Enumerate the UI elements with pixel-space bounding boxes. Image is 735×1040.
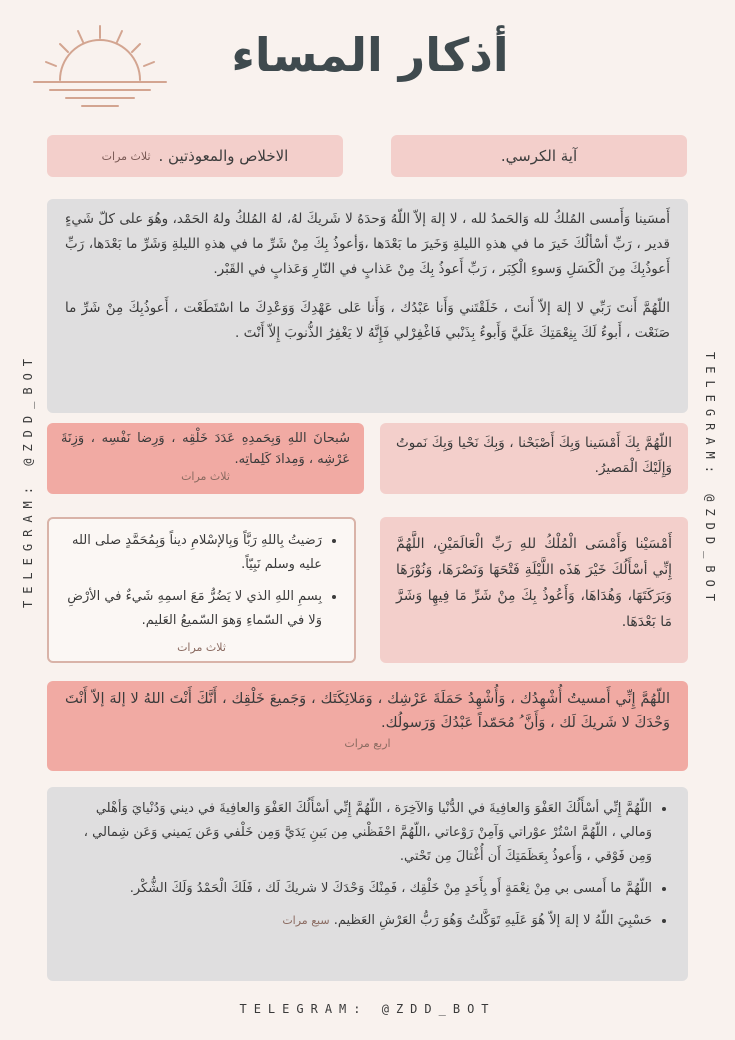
telegram-watermark-right: TELEGRAM: @ZDD_BOT xyxy=(703,351,718,609)
box-afiyah-item: • اللّهُمَّ ما أَمسى بي مِنْ نِعْمَةٍ أَو بِأَحَدٍ مِنْ خَلْقِك ، فَمِنْكَ وَحْدَكَ لا شريكَ لَك ، فَلَكَ الْحَمْدُ وَلَكَ الشُّكْر. xyxy=(65,877,652,901)
box-afiyah-item-text: حَسْبِيَ اللّهُ لا إلهَ إلاّ هُوَ عَلَيهِ تَوَكَّلتُ وَهُوَ رَبُّ العَرْشِ العَظيم. xyxy=(333,913,652,928)
box-subhanallah-count: ثلاث مرات xyxy=(181,470,230,483)
box-amsayna-rabb xyxy=(380,517,688,663)
box-ushhiduk-text: اللّهُمَّ إِنِّي أَمسيتُ أُشْهِدُك ، وَأُشْهِدُ حَمَلَةَ عَرْشِك ، وَمَلائِكَتَك ، وَجَميعَ خَلْقِك ، أَنَّكَ أَنْتَ اللهُ لا إلهَ إلاّ أَنْتَ وَحْدَكَ لا شَريكَ لَك ، وَأَنَّ ُ مُحَمّداً عَبْدُكَ وَرَسولُك. xyxy=(65,691,670,731)
box-afiyah-item xyxy=(65,909,652,933)
sunset-icon xyxy=(30,18,170,110)
pill-ikhlas-muawwidhatayn xyxy=(47,135,343,177)
pill-ayat-kursi xyxy=(391,135,687,177)
box-subhanallah xyxy=(47,423,364,494)
box-raditu xyxy=(47,517,356,663)
box-raditu-list xyxy=(63,529,340,633)
box-raditu-count: ثلاث مرات xyxy=(177,641,226,654)
pill-ayat-kursi-text: آية الكرسي. xyxy=(500,147,578,165)
box-bika-amsayna-text: اللّهُمَّ بِكَ أَمْسَينا وَبِكَ أَصْبَحْنا ، وَبِكَ نَحْيا وَبِكَ نَموتُ وَإِلَيْكَ الْمَصيرُ. xyxy=(396,435,672,476)
main-dhikr-para-2: اللّهُمَّ أَنتَ رَبِّي لا إلهَ إلاّ أَنتَ ، خَلَقْتَني وَأَنا عَبْدُك ، وَأَنا عَلى عَهْدِكَ وَوَعْدِكَ ما اسْتَطَعْت ، أَعوذُبِكَ مِنْ شَرِّ ما صَنَعْت ، أَبوءُ لَكَ بِنِعْمَتِكَ عَلَيَّ وَأَبوءُ بِذَنْبي فَاغْفِرْلي فَإِنَّهُ لا يَغْفِرُ الذُّنوبَ إِلاّ أَنْتَ . xyxy=(65,300,670,341)
box-raditu-item: • رَضيتُ بِاللهِ رَبَّاً وَبِالإسْلامِ ديناً وَبِمُحَمَّدٍ صلى الله عليه وسلم نَبِيّاً. xyxy=(63,529,322,577)
box-subhanallah-text: سُبحانَ اللهِ وَبِحَمدِهِ عَدَدَ خَلْقِه ، وَرِضا نَفْسِه ، وَزِنَةَ عَرْشِه ، وَمِدادَ كَلِماتِه. xyxy=(61,431,350,467)
pill-ikhlas-count: ثلاث مرات xyxy=(101,149,151,163)
box-bika-amsayna xyxy=(380,423,688,494)
page-title: أذكار المساء xyxy=(231,28,509,82)
main-dhikr-block xyxy=(47,199,688,413)
telegram-watermark-left: TELEGRAM: @ZDD_BOT xyxy=(21,351,36,609)
box-ushhiduk-count: اربع مرات xyxy=(344,737,391,750)
box-afiyah-item: • اللّهُمَّ إِنِّي أسْأَلُكَ العَفْوَ وَالعافِيةَ في الدُّنْيا وَالآخِرَة ، اللّهُمَّ إِنِّي أسْأَلُكَ العَفْوَ وَالعافِيةَ في ديني وَدُنْيايَ وَأهْلي وَمالي ، اللّهُمَّ اسْتُرْ عوْراتي وَآمِنْ رَوْعاتي ،اللّهُمَّ احْفَظْني مِن بَينِ يَدَيَّ وَمِن خَلْفي وَعَن يَميني وَعَن شِمالي ، وَمِن فَوْقي ، وَأَعوذُ بِعَظَمَتِكَ أَن أُغْتالَ مِن تَحْتي. xyxy=(65,797,652,869)
box-afiyah xyxy=(47,787,688,981)
box-afiyah-count: سبع مرات xyxy=(282,914,330,927)
box-afiyah-list xyxy=(65,797,670,933)
telegram-watermark-bottom: TELEGRAM: @ZDD_BOT xyxy=(239,1002,496,1016)
box-raditu-item: • بِسمِ اللهِ الذي لا يَضُرُّ مَعَ اسمِهِ شَيءٌ في الأرْضِ وَلا في السّماءِ وَهوَ السّميعُ العَليم. xyxy=(63,585,322,633)
box-amsayna-rabb-text: أَمْسَيْنا وَأَمْسَى الْمُلْكُ للهِ رَبِّ الْعَالَمَيْنِ، اللَّهُمَّ إِنِّي أسْأَلُكَ خَيْرَ هَذَه اللَّيْلَةِ فَتْحَهَا وَنَصْرَهَا، وَنُوْرَهَا وَبَرَكَتَهَا، وَهُدَاهَا، وَأَعُوذُ بِكَ مِنْ شَرِّ مَا فِيهِا وَشَرَّ مَا بَعْدَهَا. xyxy=(396,536,672,630)
box-ushhiduk xyxy=(47,681,688,771)
pill-ikhlas-text: الاخلاص والمعوذتين . xyxy=(158,147,289,165)
main-dhikr-para-1: أَمسَينا وَأَمسى المُلكُ لله وَالحَمدُ لله ، لا إلهَ إلاّ اللّهُ وَحدَهُ لا شَريكَ لهُ، لهُ المُلكُ ولهُ الحَمْد، وهُوَ على كلّ شَيءٍ قدير ، رَبِّ أسْألُكَ خَيرَ ما في هذهِ الليلةِ وَخَيرَ ما بَعْدَها ،وَأعوذُ بِكَ مِنْ شَرِّ ما في هذهِ الليلةِ وَشَرِّ ما بَعْدَها، رَبِّ أَعوذُبِكَ مِنَ الْكَسَلِ وَسوءِ الْكِبَر ، رَبِّ أَعوذُ بِكَ مِنْ عَذابٍ في النّارِ وَعَذابٍ في القَبْر. xyxy=(65,211,670,277)
